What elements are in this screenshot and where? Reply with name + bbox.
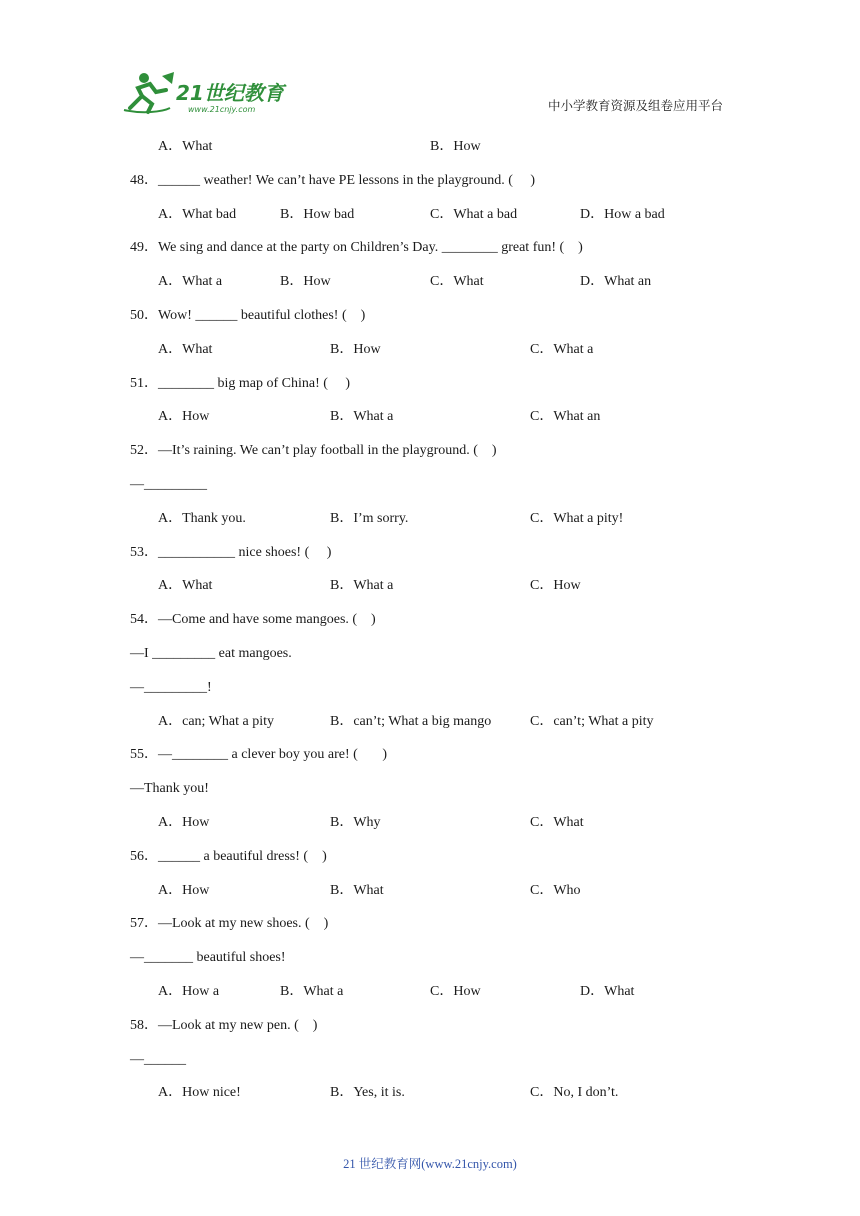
question-dialogue-line: —______ — [130, 1051, 186, 1067]
svg-text:www.21cnjy.com: www.21cnjy.com — [188, 105, 256, 114]
answer-option: C．Who — [530, 882, 581, 898]
answer-option: A．What a — [158, 274, 223, 290]
question-stem: 58．—Look at my new pen. ( ) — [130, 1017, 318, 1033]
answer-option: A．How — [158, 815, 210, 830]
answer-option: D．What an — [580, 274, 652, 290]
svg-text:21世纪教育: 21世纪教育 — [176, 81, 284, 105]
answer-option: C．can’t; What a pity — [530, 713, 654, 729]
question-stem: 50．Wow! ______ beautiful clothes! ( ) — [130, 308, 366, 323]
question-stem: 53．___________ nice shoes! ( ) — [130, 544, 332, 560]
answer-option: C．What a bad — [430, 206, 518, 222]
answer-option: B．I’m sorry. — [330, 510, 409, 526]
answer-option: D．How a bad — [580, 206, 665, 222]
header-platform-text: 中小学教育资源及组卷应用平台 — [548, 99, 724, 113]
answer-option: C．How — [430, 984, 481, 999]
answer-option: B．How bad — [280, 206, 355, 222]
question-dialogue-line: —Thank you! — [130, 781, 209, 797]
footer: 21 世纪教育网(www.21cnjy.com) — [343, 1157, 517, 1171]
answer-option: B．How — [430, 139, 481, 154]
answer-option: B．What a — [280, 984, 344, 999]
answer-option: A．How a — [158, 984, 220, 999]
answer-option: A．What — [158, 341, 213, 357]
answer-option: A．can; What a pity — [158, 713, 274, 729]
answer-option: B．What — [330, 882, 384, 898]
question-stem: 52．—It’s raining. We can’t play football in the playground. ( ) — [130, 443, 497, 459]
question-dialogue-line: —I _________ eat mangoes. — [130, 646, 292, 661]
question-stem: 51．________ big map of China! ( ) — [130, 375, 351, 391]
question-dialogue-line: —_________ — [130, 477, 207, 492]
logo — [122, 70, 292, 116]
question-stem: 54．—Come and have some mangoes. ( ) — [130, 612, 376, 628]
question-stem: 49．We sing and dance at the party on Children’s Day. ________ great fun! ( ) — [130, 240, 583, 256]
answer-option: A．How nice! — [158, 1085, 241, 1101]
question-stem: 56．______ a beautiful dress! ( ) — [130, 848, 327, 864]
answer-option: C．What a — [530, 341, 594, 357]
question-dialogue-line: —_________! — [130, 679, 212, 695]
answer-option: A．What — [158, 578, 213, 594]
answer-option: D．What — [580, 984, 635, 999]
answer-option: A．What bad — [158, 206, 237, 222]
answer-option: C．What — [430, 274, 484, 290]
runner-logo-icon — [122, 70, 292, 116]
answer-option: C．How — [530, 578, 581, 594]
answer-option: C．No, I don’t. — [530, 1085, 619, 1101]
answer-option: B．Yes, it is. — [330, 1085, 405, 1101]
answer-option: B．What a — [330, 409, 394, 425]
answer-option: A．How — [158, 882, 210, 898]
answer-option: A．How — [158, 409, 210, 425]
answer-option: C．What a pity! — [530, 510, 624, 526]
answer-option: B．Why — [330, 815, 381, 830]
answer-option: A．What — [158, 139, 213, 154]
answer-option: A．Thank you. — [158, 510, 246, 526]
answer-option: B．How — [330, 341, 381, 357]
question-stem: 57．—Look at my new shoes. ( ) — [130, 916, 329, 932]
answer-option: B．can’t; What a big mango — [330, 713, 492, 729]
question-dialogue-line: —_______ beautiful shoes! — [130, 950, 286, 966]
question-stem: 55．—________ a clever boy you are! ( ) — [130, 747, 387, 763]
answer-option: C．What an — [530, 409, 601, 425]
answer-option: C．What — [530, 815, 584, 830]
answer-option: B．How — [280, 274, 331, 290]
answer-option: B．What a — [330, 578, 394, 594]
question-stem: 48．______ weather! We can’t have PE lessons in the playground. ( ) — [130, 172, 536, 188]
